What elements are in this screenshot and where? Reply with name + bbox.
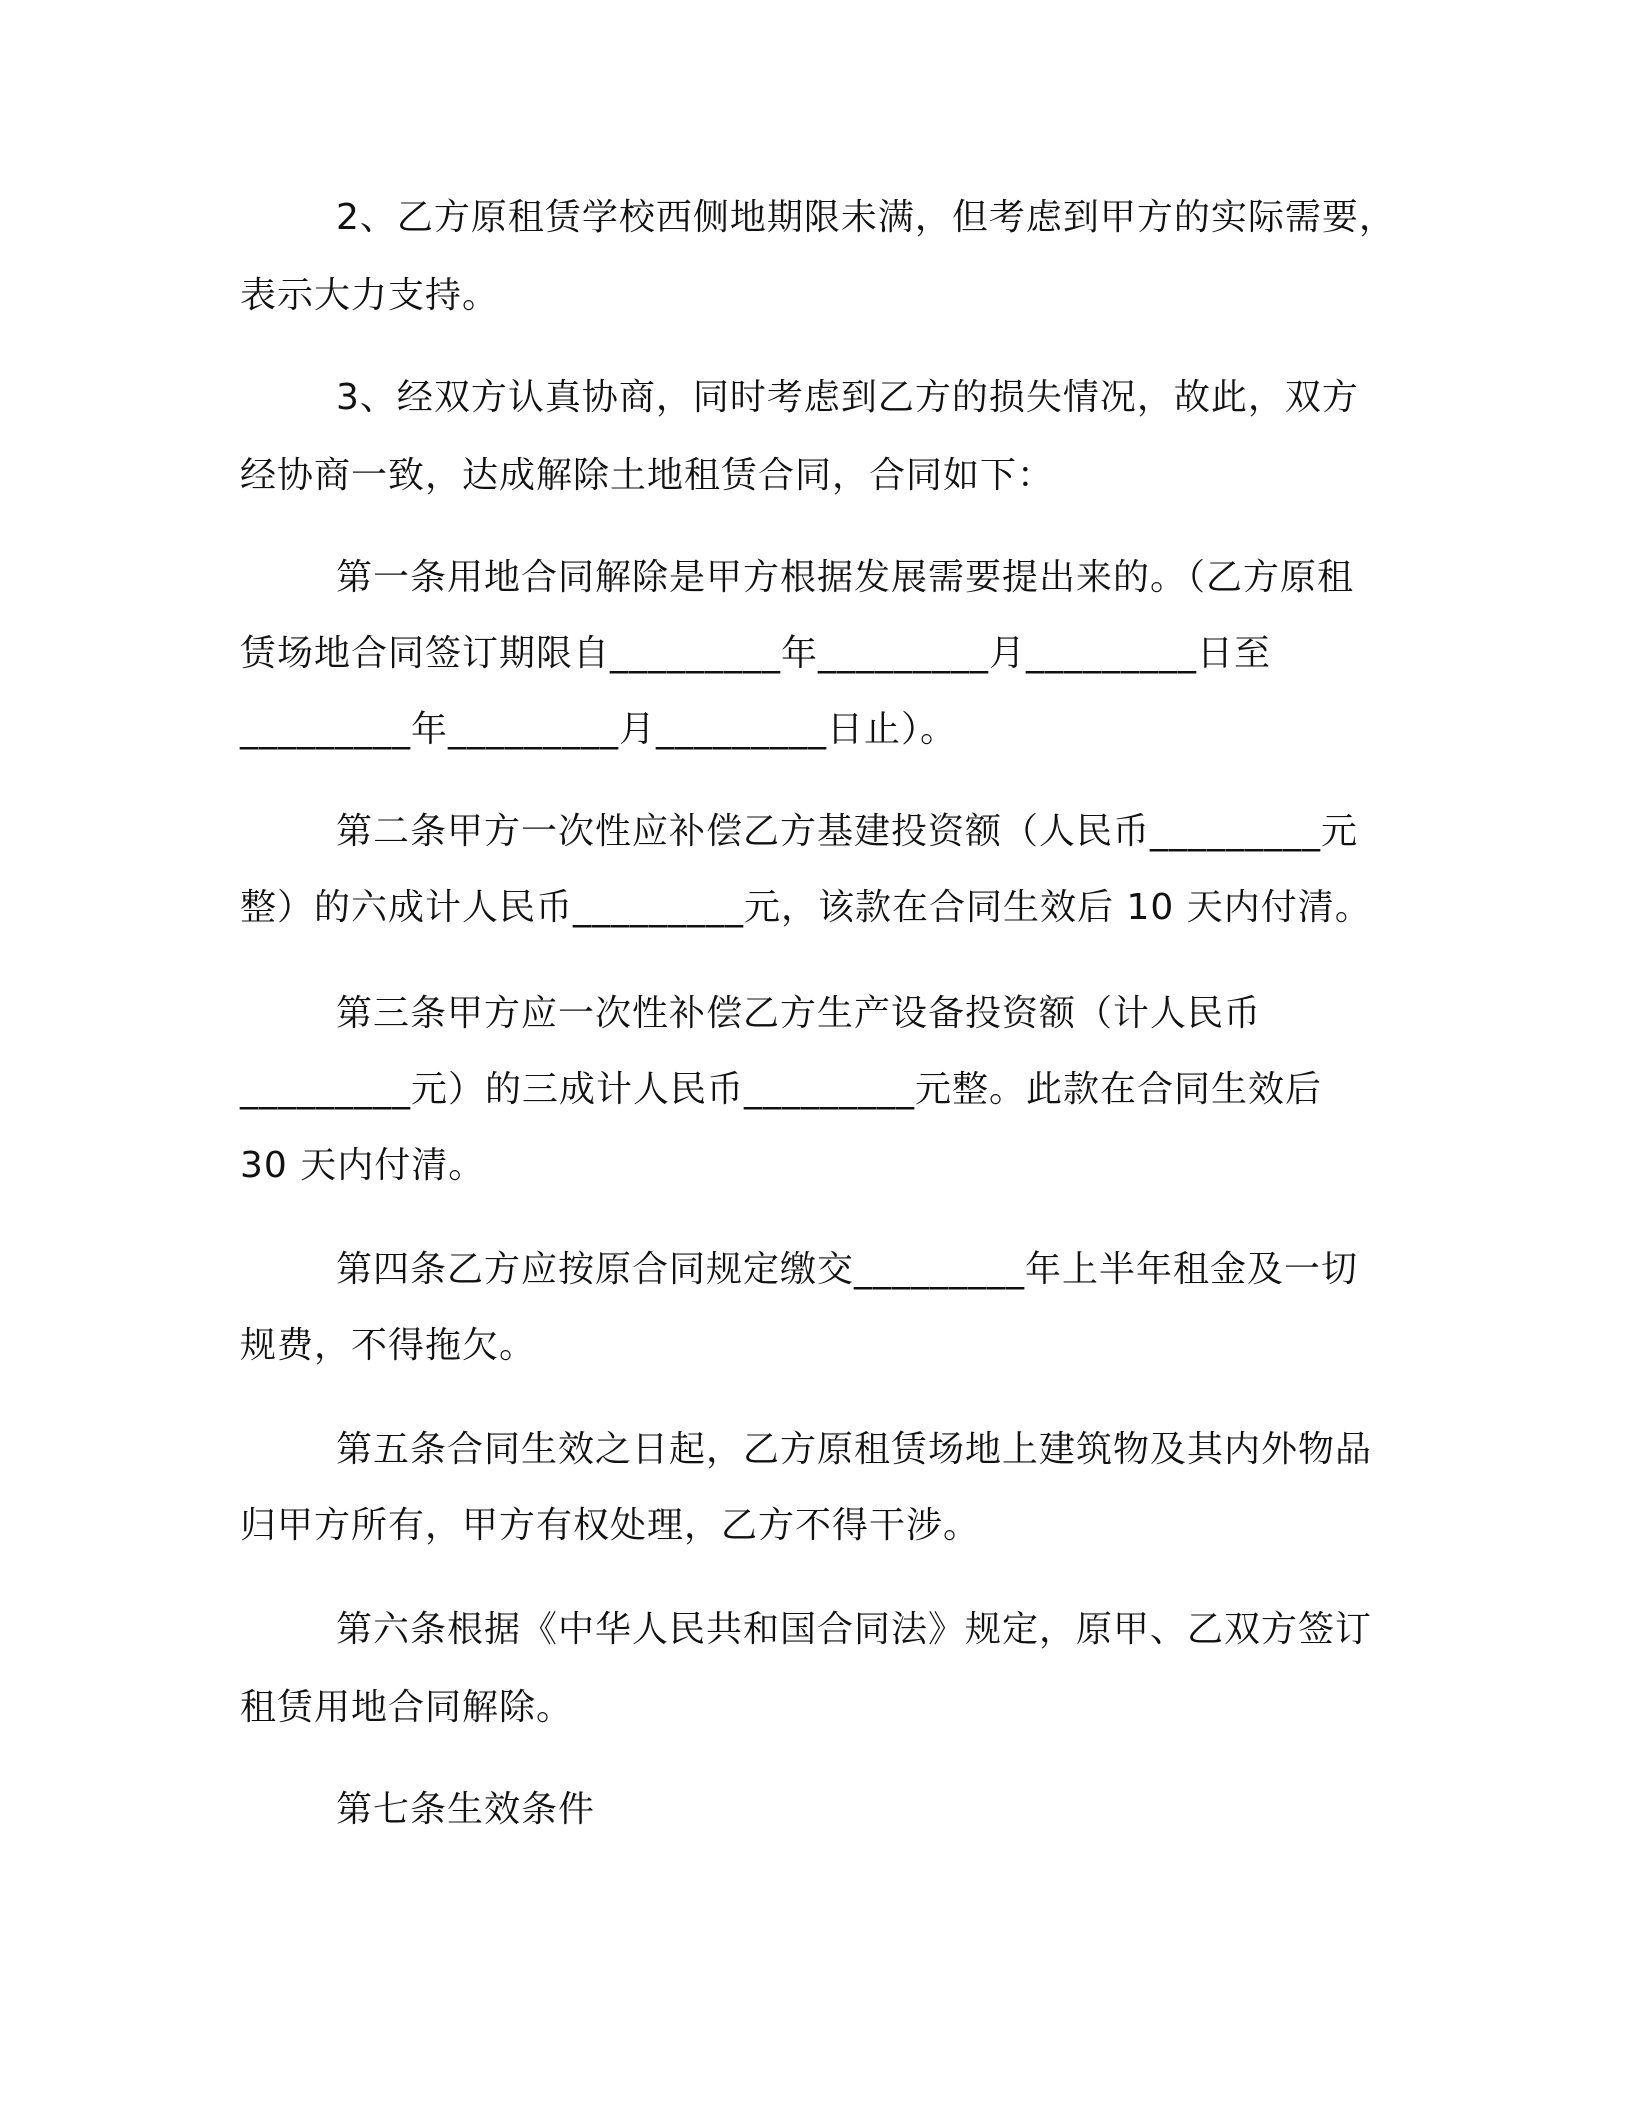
article-6-line-2: 租赁用地合同解除。 [240, 1687, 574, 1728]
article-5-line-2: 归甲方所有，甲方有权处理，乙方不得干涉。 [240, 1505, 981, 1546]
article-2-line-1: 第二条甲方一次性应补偿乙方基建投资额（人民币_________元 [336, 811, 1359, 852]
article-4-line-2: 规费，不得拖欠。 [240, 1325, 537, 1366]
clause-3-line-2: 经协商一致，达成解除土地租赁合同，合同如下： [240, 455, 1055, 496]
article-4-line-1: 第四条乙方应按原合同规定缴交_________年上半年租金及一切 [336, 1249, 1359, 1290]
article-3-line-3: 30 天内付清。 [240, 1145, 486, 1186]
clause-2-line-1: 2、乙方原租赁学校西侧地期限未满，但考虑到甲方的实际需要， [336, 197, 1396, 238]
article-1-line-2: 赁场地合同签订期限自_________年_________月_________日至 [240, 633, 1272, 674]
article-5-line-1: 第五条合同生效之日起，乙方原租赁场地上建筑物及其内外物品 [336, 1429, 1373, 1470]
article-3-line-1: 第三条甲方应一次性补偿乙方生产设备投资额（计人民币 [336, 993, 1262, 1034]
article-3-line-2: _________元）的三成计人民币_________元整。此款在合同生效后 [240, 1069, 1323, 1110]
article-1-line-1: 第一条用地合同解除是甲方根据发展需要提出来的。（乙方原租 [336, 557, 1355, 598]
article-1-line-3: _________年_________月_________日止）。 [240, 709, 958, 750]
article-7-heading: 第七条生效条件 [336, 1789, 596, 1830]
article-6-line-1: 第六条根据《中华人民共和国合同法》规定，原甲、乙双方签订 [336, 1609, 1373, 1650]
article-2-line-2: 整）的六成计人民币_________元，该款在合同生效后 10 天内付清。 [240, 887, 1372, 928]
clause-2-line-2: 表示大力支持。 [240, 275, 500, 316]
clause-3-line-1: 3、经双方认真协商，同时考虑到乙方的损失情况，故此，双方 [336, 377, 1359, 418]
